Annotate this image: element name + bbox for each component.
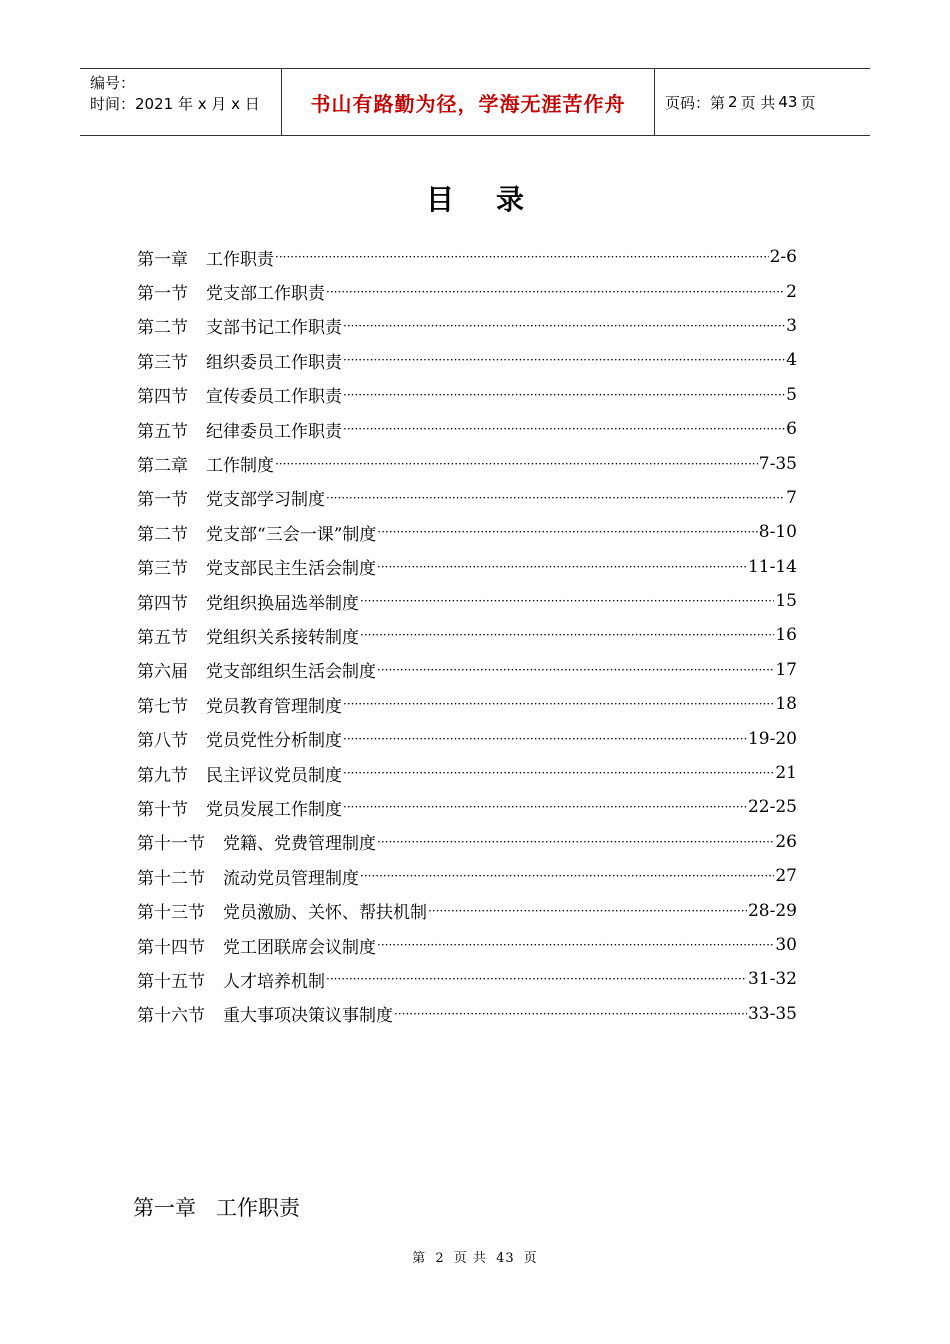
toc-entry-title: 纪律委员工作职责: [206, 421, 342, 442]
section-heading: [133, 1192, 320, 1222]
toc-entry-number: 第四节: [137, 387, 188, 408]
toc-entry-number: 第一节: [137, 490, 188, 511]
header-motto: 书山有路勤为径，学海无涯苦作舟: [310, 91, 626, 116]
toc-entry-page: 4: [786, 350, 797, 371]
toc-entry-number: 第十二节: [137, 868, 205, 889]
toc-leader-dots: [377, 663, 774, 677]
toc-entry-page: 16: [775, 625, 797, 646]
toc-leader-dots: [343, 422, 785, 436]
toc-leader-dots: [343, 766, 774, 780]
toc-entry: [137, 618, 797, 652]
toc-entry-title: 党支部民主生活会制度: [206, 559, 376, 580]
toc-entry-number: 第十六节: [137, 1006, 205, 1027]
toc-entry-number: 第十四节: [137, 937, 205, 958]
toc-entry: [137, 687, 797, 721]
toc-entry-number: 第十五节: [137, 971, 205, 992]
toc-entry-page: 22-25: [747, 797, 797, 818]
section-heading-number: 第一章: [133, 1196, 196, 1220]
toc-leader-dots: [377, 525, 757, 539]
toc-entry-page: 6: [786, 419, 797, 440]
toc-entry-title: 党组织关系接转制度: [206, 627, 359, 648]
toc-entry: [137, 446, 797, 480]
toc-entry-title: 党工团联席会议制度: [223, 937, 376, 958]
toc-entry-number: 第一章: [137, 249, 188, 270]
toc-entry-title: 支部书记工作职责: [206, 318, 342, 339]
toc-entry-number: 第五节: [137, 421, 188, 442]
toc-entry: [137, 378, 797, 412]
footer-mid: 页 共: [453, 1251, 487, 1266]
toc-leader-dots: [360, 869, 774, 883]
toc-entry: [137, 343, 797, 377]
toc-entry-title: 党员党性分析制度: [206, 731, 342, 752]
toc-leader-dots: [377, 560, 747, 574]
section-heading-title: 工作职责: [216, 1196, 300, 1220]
toc-leader-dots: [343, 800, 747, 814]
toc-entry: [137, 790, 797, 824]
toc-entry-title: 党组织换届选举制度: [206, 593, 359, 614]
toc-entry-page: 5: [786, 384, 797, 405]
toc-entry: [137, 721, 797, 755]
toc-leader-dots: [377, 835, 774, 849]
toc-entry-title: 宣传委员工作职责: [206, 387, 342, 408]
footer-suffix: 页: [523, 1251, 538, 1266]
toc-entry-title: 党籍、党费管理制度: [223, 834, 376, 855]
toc-entry-page: 7: [786, 487, 797, 508]
toc-entry-page: 19-20: [747, 728, 797, 749]
toc-leader-dots: [428, 904, 747, 918]
toc-entry: [137, 274, 797, 308]
toc-leader-dots: [326, 491, 785, 505]
header-page-mid: 页 共: [740, 93, 776, 112]
toc-entry-page: 7-35: [758, 453, 797, 474]
header-number-label: 编号：: [90, 74, 136, 92]
toc-entry: [137, 997, 797, 1031]
toc-leader-dots: [275, 250, 769, 264]
toc-entry-page: 3: [786, 315, 797, 336]
header-page-total: 43: [778, 93, 798, 111]
toc-entry-title: 流动党员管理制度: [223, 868, 359, 889]
toc-leader-dots: [360, 628, 774, 642]
toc-leader-dots: [394, 1007, 747, 1021]
toc-entry: [137, 756, 797, 790]
toc-entry: [137, 825, 797, 859]
toc-entry-page: 17: [775, 659, 797, 680]
toc-list: [137, 240, 797, 1031]
footer-current-page: 2: [435, 1251, 445, 1266]
toc-entry-page: 30: [775, 935, 797, 955]
toc-entry-title: 党员教育管理制度: [206, 696, 342, 717]
toc-entry-page: 33-35: [747, 1003, 797, 1024]
toc-entry-page: 11-14: [747, 556, 797, 577]
toc-entry-title: 党员发展工作制度: [206, 799, 342, 820]
toc-entry-number: 第二节: [137, 318, 188, 339]
toc-leader-dots: [343, 732, 747, 746]
page-footer: [0, 1247, 950, 1266]
toc-entry: [137, 240, 797, 274]
toc-entry: [137, 653, 797, 687]
toc-entry-page: 27: [775, 866, 797, 887]
toc-entry: [137, 584, 797, 618]
toc-entry: [137, 481, 797, 515]
footer-prefix: 第: [412, 1251, 427, 1266]
toc-leader-dots: [360, 594, 774, 608]
toc-entry-title: 民主评议党员制度: [206, 765, 342, 786]
toc-entry-number: 第四节: [137, 593, 188, 614]
toc-entry: [137, 859, 797, 893]
toc-entry-page: 31-32: [747, 969, 797, 990]
page-header: [80, 68, 870, 136]
toc-entry-number: 第二节: [137, 524, 188, 545]
header-date-label: 时间：2021 年 x 月 x 日: [90, 95, 260, 113]
toc-entry-number: 第十三节: [137, 903, 205, 924]
toc-entry: [137, 515, 797, 549]
toc-entry-title: 党支部组织生活会制度: [206, 662, 376, 683]
toc-leader-dots: [326, 972, 747, 986]
toc-entry-number: 第七节: [137, 696, 188, 717]
toc-entry-page: 2: [786, 281, 797, 302]
toc-title: 目录: [425, 183, 566, 216]
toc-entry-page: 28-29: [747, 900, 797, 921]
toc-entry-title: 重大事项决策议事制度: [223, 1006, 393, 1027]
toc-entry-page: 21: [775, 763, 797, 784]
toc-entry-number: 第五节: [137, 627, 188, 648]
toc-entry-page: 18: [775, 694, 797, 715]
header-page-current: 2: [728, 93, 738, 111]
toc-entry: [137, 893, 797, 927]
toc-entry-number: 第十节: [137, 799, 188, 820]
toc-leader-dots: [343, 697, 774, 711]
toc-leader-dots: [326, 285, 785, 299]
toc-entry-title: 工作职责: [206, 249, 274, 270]
toc-entry-title: 党支部工作职责: [206, 284, 325, 305]
toc-entry-title: 党支部学习制度: [206, 490, 325, 511]
toc-entry: [137, 550, 797, 584]
toc-leader-dots: [275, 457, 758, 471]
toc-leader-dots: [343, 319, 785, 333]
toc-entry-number: 第二章: [137, 456, 188, 477]
toc-entry-number: 第一节: [137, 284, 188, 305]
toc-entry-title: 组织委员工作职责: [206, 352, 342, 373]
toc-entry-number: 第十一节: [137, 834, 205, 855]
header-page-prefix: 页码：第: [665, 93, 726, 112]
toc-entry-title: 党支部“三会一课”制度: [206, 524, 377, 545]
toc-entry-page: 8-10: [758, 522, 797, 543]
toc-entry-title: 党员激励、关怀、帮扶机制: [223, 903, 427, 924]
header-meta: [80, 69, 282, 135]
toc-leader-dots: [343, 388, 785, 402]
toc-leader-dots: [377, 938, 774, 952]
header-page-suffix: 页: [800, 93, 816, 112]
toc-entry: [137, 309, 797, 343]
header-page-info: [655, 69, 870, 135]
toc-entry-title: 人才培养机制: [223, 971, 325, 992]
toc-entry-title: 工作制度: [206, 456, 274, 477]
header-motto-cell: [282, 69, 655, 135]
toc-entry-page: 15: [775, 591, 797, 612]
toc-entry-page: 26: [775, 831, 797, 852]
toc-entry-number: 第三节: [137, 352, 188, 373]
toc-entry-number: 第九节: [137, 765, 188, 786]
toc-entry-number: 第八节: [137, 731, 188, 752]
toc-leader-dots: [343, 353, 785, 367]
toc-entry-number: 第三节: [137, 559, 188, 580]
toc-entry: [137, 962, 797, 996]
toc-entry-number: 第六届: [137, 662, 188, 683]
toc-entry-page: 2-6: [769, 247, 797, 268]
footer-total-pages: 43: [496, 1251, 515, 1266]
toc-entry: [137, 928, 797, 962]
toc-entry: [137, 412, 797, 446]
